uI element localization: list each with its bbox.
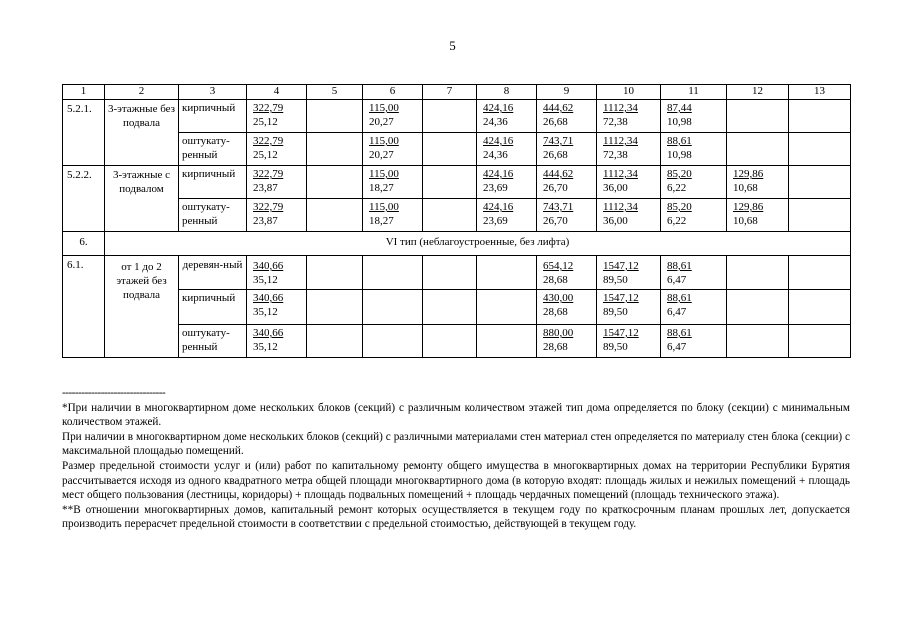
table-row — [63, 325, 851, 358]
value-cell: 1547,12 89,50 — [597, 325, 661, 358]
value-cell: 340,66 35,12 — [247, 325, 307, 358]
footnote-2: При наличии в многоквартирном доме нескольких блоков (секций) с различными материалами стен материал стен определяется по материалу стен блока (секции) с максимальной площадью помещений. — [62, 430, 850, 458]
value-cell: 1112,34 72,38 — [597, 100, 661, 133]
value-cell: 85,20 6,22 — [661, 166, 727, 199]
empty-cell — [477, 256, 537, 290]
col-header: 7 — [423, 85, 477, 100]
empty-cell — [477, 290, 537, 325]
empty-cell — [727, 256, 789, 290]
table-row — [63, 166, 851, 199]
empty-cell — [789, 133, 851, 166]
value-cell: 88,61 10,98 — [661, 133, 727, 166]
value-cell: 430,00 28,68 — [537, 290, 597, 325]
empty-cell — [727, 100, 789, 133]
col-header: 4 — [247, 85, 307, 100]
empty-cell — [307, 325, 363, 358]
col-header: 3 — [179, 85, 247, 100]
footnote-1: *При наличии в многоквартирном доме нескольких блоков (секций) с различным количеством этажей тип дома определяется по блоку (секции) с минимальным количеством этажей. — [62, 401, 850, 429]
empty-cell — [727, 290, 789, 325]
col-header: 11 — [661, 85, 727, 100]
value-cell: 88,61 6,47 — [661, 256, 727, 290]
value-cell: 322,79 23,87 — [247, 166, 307, 199]
house-type: 3-этажные с подвалом — [105, 166, 179, 232]
empty-cell — [363, 256, 423, 290]
wall-material: оштукату-ренный — [179, 199, 247, 232]
value-cell: 424,16 24,36 — [477, 133, 537, 166]
col-header: 1 — [63, 85, 105, 100]
value-cell: 743,71 26,68 — [537, 133, 597, 166]
value-cell: 129,86 10,68 — [727, 199, 789, 232]
value-cell: 1547,12 89,50 — [597, 290, 661, 325]
col-header: 13 — [789, 85, 851, 100]
wall-material: кирпичный — [179, 100, 247, 133]
empty-cell — [423, 199, 477, 232]
footnote-separator: -------------------------------- — [62, 387, 166, 399]
col-header: 9 — [537, 85, 597, 100]
wall-material: оштукату-ренный — [179, 133, 247, 166]
table-row — [63, 256, 851, 290]
cost-table — [62, 84, 851, 358]
footnote-4: **В отношении многоквартирных домов, капитальный ремонт которых осуществляется в текущем году по краткосрочным планам прошлых лет, допускается производить перерасчет предельной стоимости в соответствии с предельной стоимостью, действующей в текущем году. — [62, 503, 850, 531]
col-header: 5 — [307, 85, 363, 100]
value-cell: 322,79 25,12 — [247, 133, 307, 166]
empty-cell — [423, 166, 477, 199]
footnote-3: Размер предельной стоимости услуг и (или) работ по капитальному ремонту общего имущества в многоквартирных домах на территории Республики Бурятия рассчитывается исходя из одного квадратного метра общей площади многоквартирного дома (в которую входят: площадь жилых и нежилых помещений + площадь мест общего пользования (лестницы, коридоры) + площадь подвальных помещений + площадь чердачных помещений (площадь технического этажа). — [62, 459, 850, 502]
empty-cell — [789, 290, 851, 325]
empty-cell — [789, 166, 851, 199]
value-cell: 1547,12 89,50 — [597, 256, 661, 290]
empty-cell — [423, 100, 477, 133]
section-title: VI тип (неблагоустроенные, без лифта) — [105, 232, 851, 256]
empty-cell — [727, 133, 789, 166]
empty-cell — [477, 325, 537, 358]
value-cell: 424,16 23,69 — [477, 166, 537, 199]
empty-cell — [307, 166, 363, 199]
empty-cell — [307, 199, 363, 232]
value-cell: 88,61 6,47 — [661, 325, 727, 358]
footnotes — [62, 386, 850, 532]
table-row — [63, 133, 851, 166]
empty-cell — [307, 133, 363, 166]
value-cell: 85,20 6,22 — [661, 199, 727, 232]
value-cell: 115,00 18,27 — [363, 199, 423, 232]
table-row — [63, 199, 851, 232]
header-row — [63, 85, 851, 100]
empty-cell — [423, 133, 477, 166]
empty-cell — [789, 256, 851, 290]
empty-cell — [363, 290, 423, 325]
wall-material: кирпичный — [179, 166, 247, 199]
empty-cell — [363, 325, 423, 358]
value-cell: 1112,34 36,00 — [597, 199, 661, 232]
value-cell: 444,62 26,70 — [537, 166, 597, 199]
value-cell: 880,00 28,68 — [537, 325, 597, 358]
value-cell: 340,66 35,12 — [247, 256, 307, 290]
empty-cell — [423, 256, 477, 290]
value-cell: 654,12 28,68 — [537, 256, 597, 290]
section-row — [63, 232, 851, 256]
empty-cell — [307, 100, 363, 133]
value-cell: 424,16 24,36 — [477, 100, 537, 133]
table-row — [63, 100, 851, 133]
page-number: 5 — [449, 38, 456, 53]
row-code: 5.2.2. — [63, 166, 105, 232]
empty-cell — [789, 325, 851, 358]
col-header: 12 — [727, 85, 789, 100]
house-type: 3-этажные без подвала — [105, 100, 179, 166]
value-cell: 322,79 23,87 — [247, 199, 307, 232]
table-row — [63, 290, 851, 325]
house-type: от 1 до 2 этажей без подвала — [105, 256, 179, 358]
empty-cell — [789, 199, 851, 232]
col-header: 8 — [477, 85, 537, 100]
empty-cell — [789, 100, 851, 133]
empty-cell — [423, 325, 477, 358]
row-code: 5.2.1. — [63, 100, 105, 166]
empty-cell — [307, 256, 363, 290]
wall-material: оштукату-ренный — [179, 325, 247, 358]
value-cell: 115,00 20,27 — [363, 100, 423, 133]
value-cell: 340,66 35,12 — [247, 290, 307, 325]
value-cell: 743,71 26,70 — [537, 199, 597, 232]
empty-cell — [307, 290, 363, 325]
wall-material: деревян-ный — [179, 256, 247, 290]
wall-material: кирпичный — [179, 290, 247, 325]
value-cell: 424,16 23,69 — [477, 199, 537, 232]
value-cell: 115,00 18,27 — [363, 166, 423, 199]
value-cell: 1112,34 36,00 — [597, 166, 661, 199]
value-cell: 115,00 20,27 — [363, 133, 423, 166]
empty-cell — [423, 290, 477, 325]
row-code: 6.1. — [63, 256, 105, 358]
value-cell: 88,61 6,47 — [661, 290, 727, 325]
col-header: 2 — [105, 85, 179, 100]
value-cell: 87,44 10,98 — [661, 100, 727, 133]
row-code: 6. — [63, 232, 105, 256]
col-header: 6 — [363, 85, 423, 100]
value-cell: 1112,34 72,38 — [597, 133, 661, 166]
col-header: 10 — [597, 85, 661, 100]
value-cell: 322,79 25,12 — [247, 100, 307, 133]
value-cell: 129,86 10,68 — [727, 166, 789, 199]
empty-cell — [727, 325, 789, 358]
value-cell: 444,62 26,68 — [537, 100, 597, 133]
